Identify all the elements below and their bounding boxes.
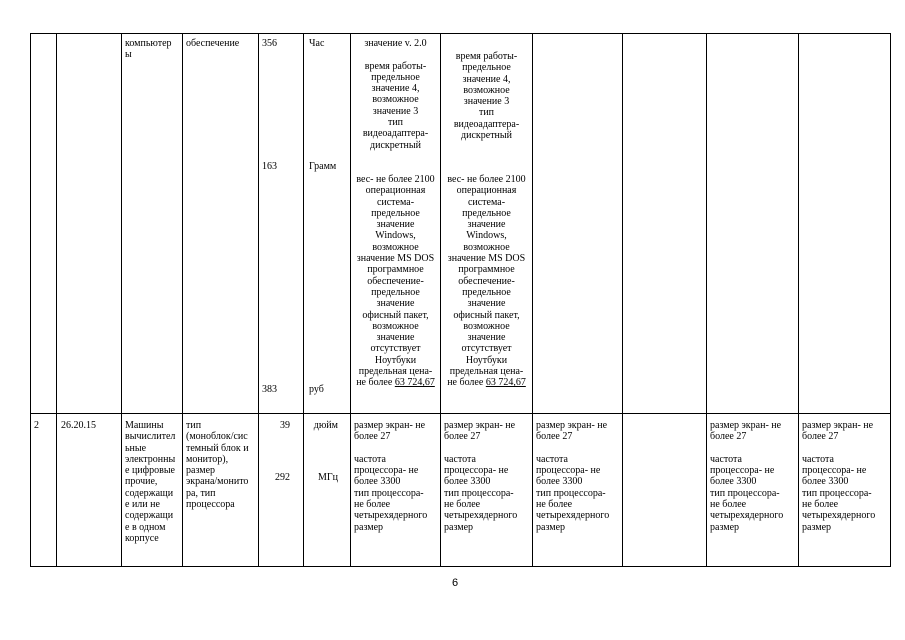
column-line: [622, 33, 623, 566]
unit-code-hour: 356: [262, 38, 277, 49]
spec-col-6: размер экран- не более 27 частота процессора- не более 3300 тип процессора- не более четырехядерного размер: [802, 420, 876, 533]
spec-col-2: размер экран- не более 27 частота процессора- не более 3300 тип процессора- не более четырехядерного размер: [444, 420, 518, 533]
spec-alt-top: время работы- предельное значение 4, возможное значение 3 тип видеоадаптера- дискретный: [453, 51, 520, 142]
spec-col-3: размер экран- не более 27 частота процессора- не более 3300 тип процессора- не более четырехядерного размер: [536, 420, 610, 533]
column-line: [798, 33, 799, 566]
row-divider: [30, 413, 891, 414]
spec-alt-bottom: [441, 174, 532, 389]
unit-code-gram: 163: [262, 161, 277, 172]
price-value: 63 724,67: [394, 377, 435, 389]
column-line: [121, 33, 122, 566]
spec-col-1: размер экран- не более 27 частота процессора- не более 3300 тип процессора- не более четырехядерного размер: [354, 420, 428, 533]
column-line: [56, 33, 57, 566]
unit-code-mhz: 292: [275, 472, 290, 483]
unit-mhz: МГц: [317, 472, 338, 483]
row-number: 2: [34, 420, 39, 431]
unit-inch: дюйм: [313, 420, 338, 431]
unit-rub: руб: [309, 384, 324, 395]
table-top-border: [30, 33, 891, 34]
spec-requirements-top: значение v. 2.0 время работы- предельное значение 4, возможное значение 3 тип видеоадаптера- дискретный: [362, 38, 429, 151]
column-line: [30, 33, 31, 566]
unit-gram: Грамм: [309, 161, 337, 172]
spec-text: вес- не более 2100 операционная система- предельное значение Windows, возможное значение MS DOS программное обеспечение- предельное значение офисный пакет, возможное значение отсутствует Ноутбуки предельная цена- не более: [356, 174, 435, 389]
product-name: Машины вычислител ьные электронны е цифровые прочие, содержащи е или не содержащи е в одном корпусе: [125, 420, 176, 544]
unit-code-inch: 39: [280, 420, 290, 431]
column-line: [890, 33, 891, 566]
spec-col-5: размер экран- не более 27 частота процессора- не более 3300 тип процессора- не более четырехядерного размер: [710, 420, 784, 533]
spec-text: вес- не более 2100 операционная система- предельное значение Windows, возможное значение MS DOS программное обеспечение- предельное значение офисный пакет, возможное значение отсутствует Ноутбуки предельная цена- не более: [447, 174, 526, 389]
cell-characteristic-continued: обеспечение: [186, 38, 240, 49]
table-bottom-border: [30, 566, 891, 567]
column-line: [258, 33, 259, 566]
column-line: [303, 33, 304, 566]
column-line: [706, 33, 707, 566]
column-line: [532, 33, 533, 566]
spec-requirements-bottom: [351, 174, 440, 389]
column-line: [182, 33, 183, 566]
product-characteristics: тип (моноблок/сис темный блок и монитор), размер экрана/монито ра, тип процессора: [186, 420, 249, 511]
cell-name-continued: компьютер ы: [125, 38, 172, 61]
okpd-code: 26.20.15: [61, 420, 96, 431]
page-number: 6: [451, 577, 459, 589]
price-value: 63 724,67: [485, 377, 526, 389]
unit-hour: Час: [309, 38, 325, 49]
unit-code-rub: 383: [262, 384, 277, 395]
